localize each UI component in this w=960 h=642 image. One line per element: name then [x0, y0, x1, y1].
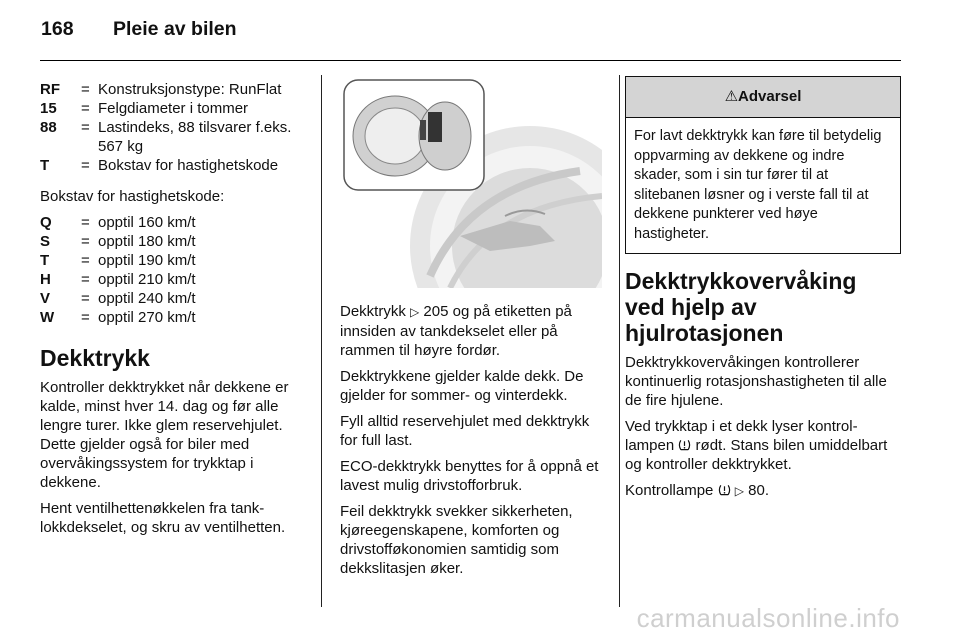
text-span: Kontrollampe — [625, 482, 714, 499]
paragraph: Feil dekktrykk svekker sikkerheten, kjøreegenskapene, komforten og drivstofføkonomien samtidig som dekkslitasjen øker. — [340, 503, 573, 577]
definition-value: opptil 190 km/t — [98, 252, 196, 269]
page-reference-icon: ▷ — [410, 305, 420, 319]
column-2 — [340, 302, 604, 585]
text-span: rødt. Stans bilen umiddelbart og kontroller dekktrykket. — [625, 437, 888, 473]
speed-intro: Bokstav for hastighetskode: — [40, 188, 225, 205]
definition-row — [40, 80, 310, 99]
definition-value: Konstruksjonstype: RunFlat — [98, 81, 282, 98]
column-divider-2 — [619, 75, 620, 607]
paragraph — [625, 417, 901, 474]
definition-key: T — [40, 157, 50, 174]
column-divider-1 — [321, 75, 322, 607]
definition-value: opptil 180 km/t — [98, 233, 196, 250]
definition-row — [40, 289, 310, 308]
definition-equals: = — [81, 81, 90, 98]
definition-row — [40, 232, 310, 251]
page-number: 168 — [41, 18, 74, 40]
page-header — [41, 18, 237, 41]
warning-title: Advarsel — [738, 88, 802, 105]
paragraph: Fyll alltid reservehjulet med dekktrykk for full last. — [340, 413, 590, 449]
definition-value: opptil 210 km/t — [98, 271, 196, 288]
paragraph: ECO-dekktrykk benyttes for å oppnå et lavest mulig drivstofforbruk. — [340, 458, 599, 494]
definition-key: 15 — [40, 100, 57, 117]
definition-row — [40, 213, 310, 232]
definition-key: H — [40, 271, 51, 288]
tyre-pressure-warning-icon — [678, 438, 691, 452]
page-reference[interactable]: 80. — [748, 482, 769, 499]
definition-value: Felgdiameter i tommer — [98, 100, 249, 117]
definition-equals: = — [81, 290, 90, 307]
text-span: og på etiketten på innsiden av tankdekselet eller på rammen til høyre fordør. — [340, 303, 572, 359]
definition-equals: = — [81, 119, 90, 136]
text-span: Ved trykktap i et dekk lyser kontrollampen — [625, 418, 858, 454]
warning-icon: ⚠ — [724, 88, 739, 105]
page-reference-icon: ▷ — [734, 484, 744, 498]
page-reference[interactable]: 205 — [423, 303, 449, 320]
warning-text: For lavt dekktrykk kan føre til betydelig oppvarming av dekkene og indre skader, som i sin tur fører til at slitebanen løsner og i verste fall til at dekkene punkterer ved høye hastigheter. — [634, 128, 882, 242]
definition-key: RF — [40, 81, 60, 98]
tyre-code-definitions — [40, 80, 310, 175]
section-heading-monitoring: Dekktrykkovervåking ved hjelp av hjulrotasjonen — [625, 268, 857, 346]
definition-equals: = — [81, 271, 90, 288]
warning-header — [626, 77, 900, 118]
definition-key: Q — [40, 214, 52, 231]
fuel-door-inset — [344, 80, 484, 190]
tyre-valve-illustration — [340, 76, 602, 288]
definition-equals: = — [81, 233, 90, 250]
paragraph — [340, 302, 604, 360]
definition-key: W — [40, 309, 55, 326]
definition-key: S — [40, 233, 51, 250]
page-title: Pleie av bilen — [113, 18, 237, 40]
definition-key: V — [40, 290, 51, 307]
warning-box — [625, 76, 901, 254]
paragraph: Dekktrykkene gjelder kalde dekk. De gjelder for sommer- og vinterdekk. — [340, 368, 584, 404]
definition-value: opptil 240 km/t — [98, 290, 196, 307]
definition-row — [40, 270, 310, 289]
definition-row — [40, 118, 310, 156]
paragraph — [625, 481, 901, 501]
definition-row — [40, 308, 310, 327]
definition-equals: = — [81, 157, 90, 174]
paragraph: Dekktrykkovervåkingen kontrollerer kontinuerlig rotasjonshastigheten til alle de fire hjulene. — [625, 354, 887, 409]
definition-equals: = — [81, 252, 90, 269]
definition-value: opptil 160 km/t — [98, 214, 196, 231]
definition-value: opptil 270 km/t — [98, 309, 196, 326]
paragraph: Kontroller dekktrykket når dekkene er kalde, minst hver 14. dag og før alle lengre turer. Ikke glem reservehjulet. Dette gjelder også for biler med overvåkingssystem for trykktap i dekkene. — [40, 379, 289, 491]
definition-key: 88 — [40, 119, 57, 136]
column-3 — [625, 76, 901, 508]
definition-equals: = — [81, 309, 90, 326]
definition-row — [40, 99, 310, 118]
column-1 — [40, 80, 310, 544]
paragraph: Hent ventilhettenøkkelen fra tanklokkdekselet, og skru av ventilhetten. — [40, 500, 286, 536]
header-rule — [40, 60, 901, 61]
definition-row — [40, 251, 310, 270]
watermark: carmanualsonline.info — [636, 603, 900, 633]
definition-equals: = — [81, 214, 90, 231]
tyre-pressure-warning-icon — [718, 483, 731, 497]
definition-equals: = — [81, 100, 90, 117]
definition-value: Lastindeks, 88 tilsvarer f.eks. 567 kg — [98, 119, 292, 155]
definition-row — [40, 156, 310, 175]
section-heading-dekktrykk: Dekktrykk — [40, 345, 150, 371]
definition-key: T — [40, 252, 50, 269]
text-span: Dekktrykk — [340, 303, 406, 320]
definition-value: Bokstav for hastighetskode — [98, 157, 279, 174]
speed-code-list — [40, 213, 310, 327]
